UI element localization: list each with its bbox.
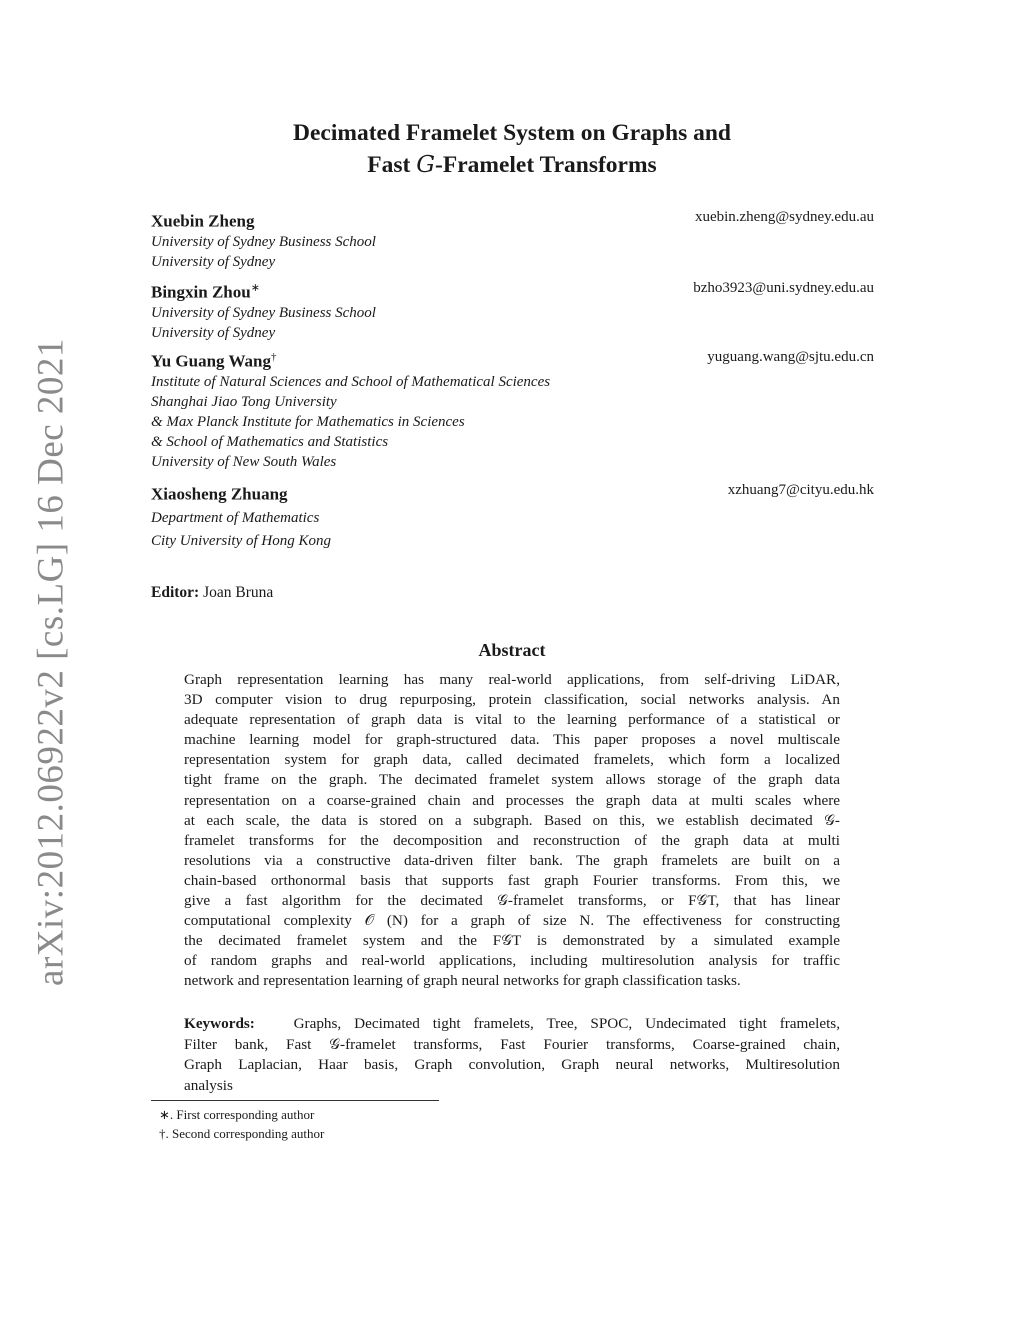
affiliation-line: & School of Mathematics and Statistics xyxy=(151,433,389,450)
author-email[interactable]: bzho3923@uni.sydney.edu.au xyxy=(693,280,874,296)
affiliation-line: University of Sydney xyxy=(151,253,276,270)
affiliation-line: University of Sydney xyxy=(151,324,276,341)
abstract-line: 3D computer vision to drug repurposing, protein classification, social networks analysis. An xyxy=(184,691,840,709)
affiliation-line: & Max Planck Institute for Mathematics in Sciences xyxy=(151,413,465,430)
abstract-line: at each scale, the data is stored on a subgraph. Based on this, we establish decimated 𝒢- xyxy=(184,811,840,829)
abstract-heading: Abstract xyxy=(478,640,546,660)
affiliation-line: University of New South Wales xyxy=(151,453,337,470)
abstract-line: the decimated framelet system and the F𝒢T is demonstrated by a simulated example xyxy=(184,932,840,950)
abstract-line: machine learning model for graph-structured data. This paper proposes a novel multiscale xyxy=(184,731,840,749)
affiliation-line: Shanghai Jiao Tong University xyxy=(151,393,337,410)
abstract-line: Graph representation learning has many real-world applications, from self-driving LiDAR, xyxy=(184,671,840,688)
author-email[interactable]: yuguang.wang@sjtu.edu.cn xyxy=(707,349,874,365)
footnote-rule xyxy=(151,1100,439,1101)
keywords-line: Filter bank, Fast 𝒢-framelet transforms, Fast Fourier transforms, Coarse-grained chain, xyxy=(184,1035,840,1053)
abstract-line: give a fast algorithm for the decimated 𝒢-framelet transforms, or F𝒢T, that has linear xyxy=(184,892,840,910)
affiliation-line: City University of Hong Kong xyxy=(151,532,331,549)
abstract-line: chain-based orthonormal basis that supports fast graph Fourier transforms. From this, we xyxy=(184,871,840,889)
footnotes xyxy=(159,1105,324,1143)
affiliation-line: University of Sydney Business School xyxy=(151,233,376,250)
editor-line xyxy=(151,584,273,602)
footnote: †. Second corresponding author xyxy=(159,1126,325,1141)
author-name: Yu Guang Wang† xyxy=(151,351,277,371)
author-name: Xiaosheng Zhuang xyxy=(151,484,288,504)
keywords-line: analysis xyxy=(184,1076,233,1094)
author-name: Bingxin Zhou∗ xyxy=(151,282,260,302)
abstract-line: resolutions via a constructive data-driven filter bank. The graph framelets are built on a xyxy=(184,851,840,869)
author-block xyxy=(151,278,874,343)
author-email[interactable]: xzhuang7@cityu.edu.hk xyxy=(727,482,874,498)
title-line-2: Fast G-Framelet Transforms xyxy=(367,150,657,178)
abstract-body xyxy=(184,670,840,992)
affiliation-line: University of Sydney Business School xyxy=(151,304,376,321)
author-block xyxy=(151,347,874,472)
keywords-line: Graph Laplacian, Haar basis, Graph convolution, Graph neural networks, Multiresolution xyxy=(184,1056,840,1073)
abstract-line: of random graphs and real-world applications, including multiresolution analysis for traffic xyxy=(184,952,840,970)
abstract-line: computational complexity 𝒪 (N) for a graph of size N. The effectiveness for constructing xyxy=(184,912,840,930)
author-block xyxy=(151,480,874,551)
editor-name: Joan Bruna xyxy=(203,584,274,601)
affiliation-line: Department of Mathematics xyxy=(151,509,320,526)
abstract-line: network and representation learning of graph neural networks for graph classification tasks. xyxy=(184,972,741,990)
author-name: Xuebin Zheng xyxy=(151,211,255,231)
arxiv-id: arXiv:2012.06922v2 [cs.LG] 16 Dec 2021 xyxy=(30,338,72,986)
title-line-1: Decimated Framelet System on Graphs and xyxy=(293,120,731,146)
author-block xyxy=(151,207,874,272)
keywords-line: Keywords: Graphs, Decimated tight framelets, Tree, SPOC, Undecimated tight framelets, xyxy=(184,1015,840,1032)
paper-title xyxy=(0,118,1024,181)
abstract-line: framelet transforms for the decomposition and reconstruction of the graph data at multi xyxy=(184,831,840,849)
abstract-line: representation on a coarse-grained chain and processes the graph data at multi scales where xyxy=(184,791,840,809)
abstract-line: representation system for graph data, called decimated framelets, which form a localized xyxy=(184,751,840,769)
abstract-line: tight frame on the graph. The decimated framelet system allows storage of the graph data xyxy=(184,771,840,789)
author-email[interactable]: xuebin.zheng@sydney.edu.au xyxy=(694,209,874,225)
affiliation-line: Institute of Natural Sciences and School of Mathematical Sciences xyxy=(151,373,551,390)
editor-label: Editor: xyxy=(151,584,200,601)
keywords xyxy=(184,1014,840,1096)
footnote: ∗. First corresponding author xyxy=(159,1107,315,1122)
keywords-label: Keywords: xyxy=(184,1015,255,1032)
abstract-line: adequate representation of graph data is vital to the learning performance of a statistical or xyxy=(184,711,840,729)
arxiv-sidebar-stamp xyxy=(30,338,72,986)
